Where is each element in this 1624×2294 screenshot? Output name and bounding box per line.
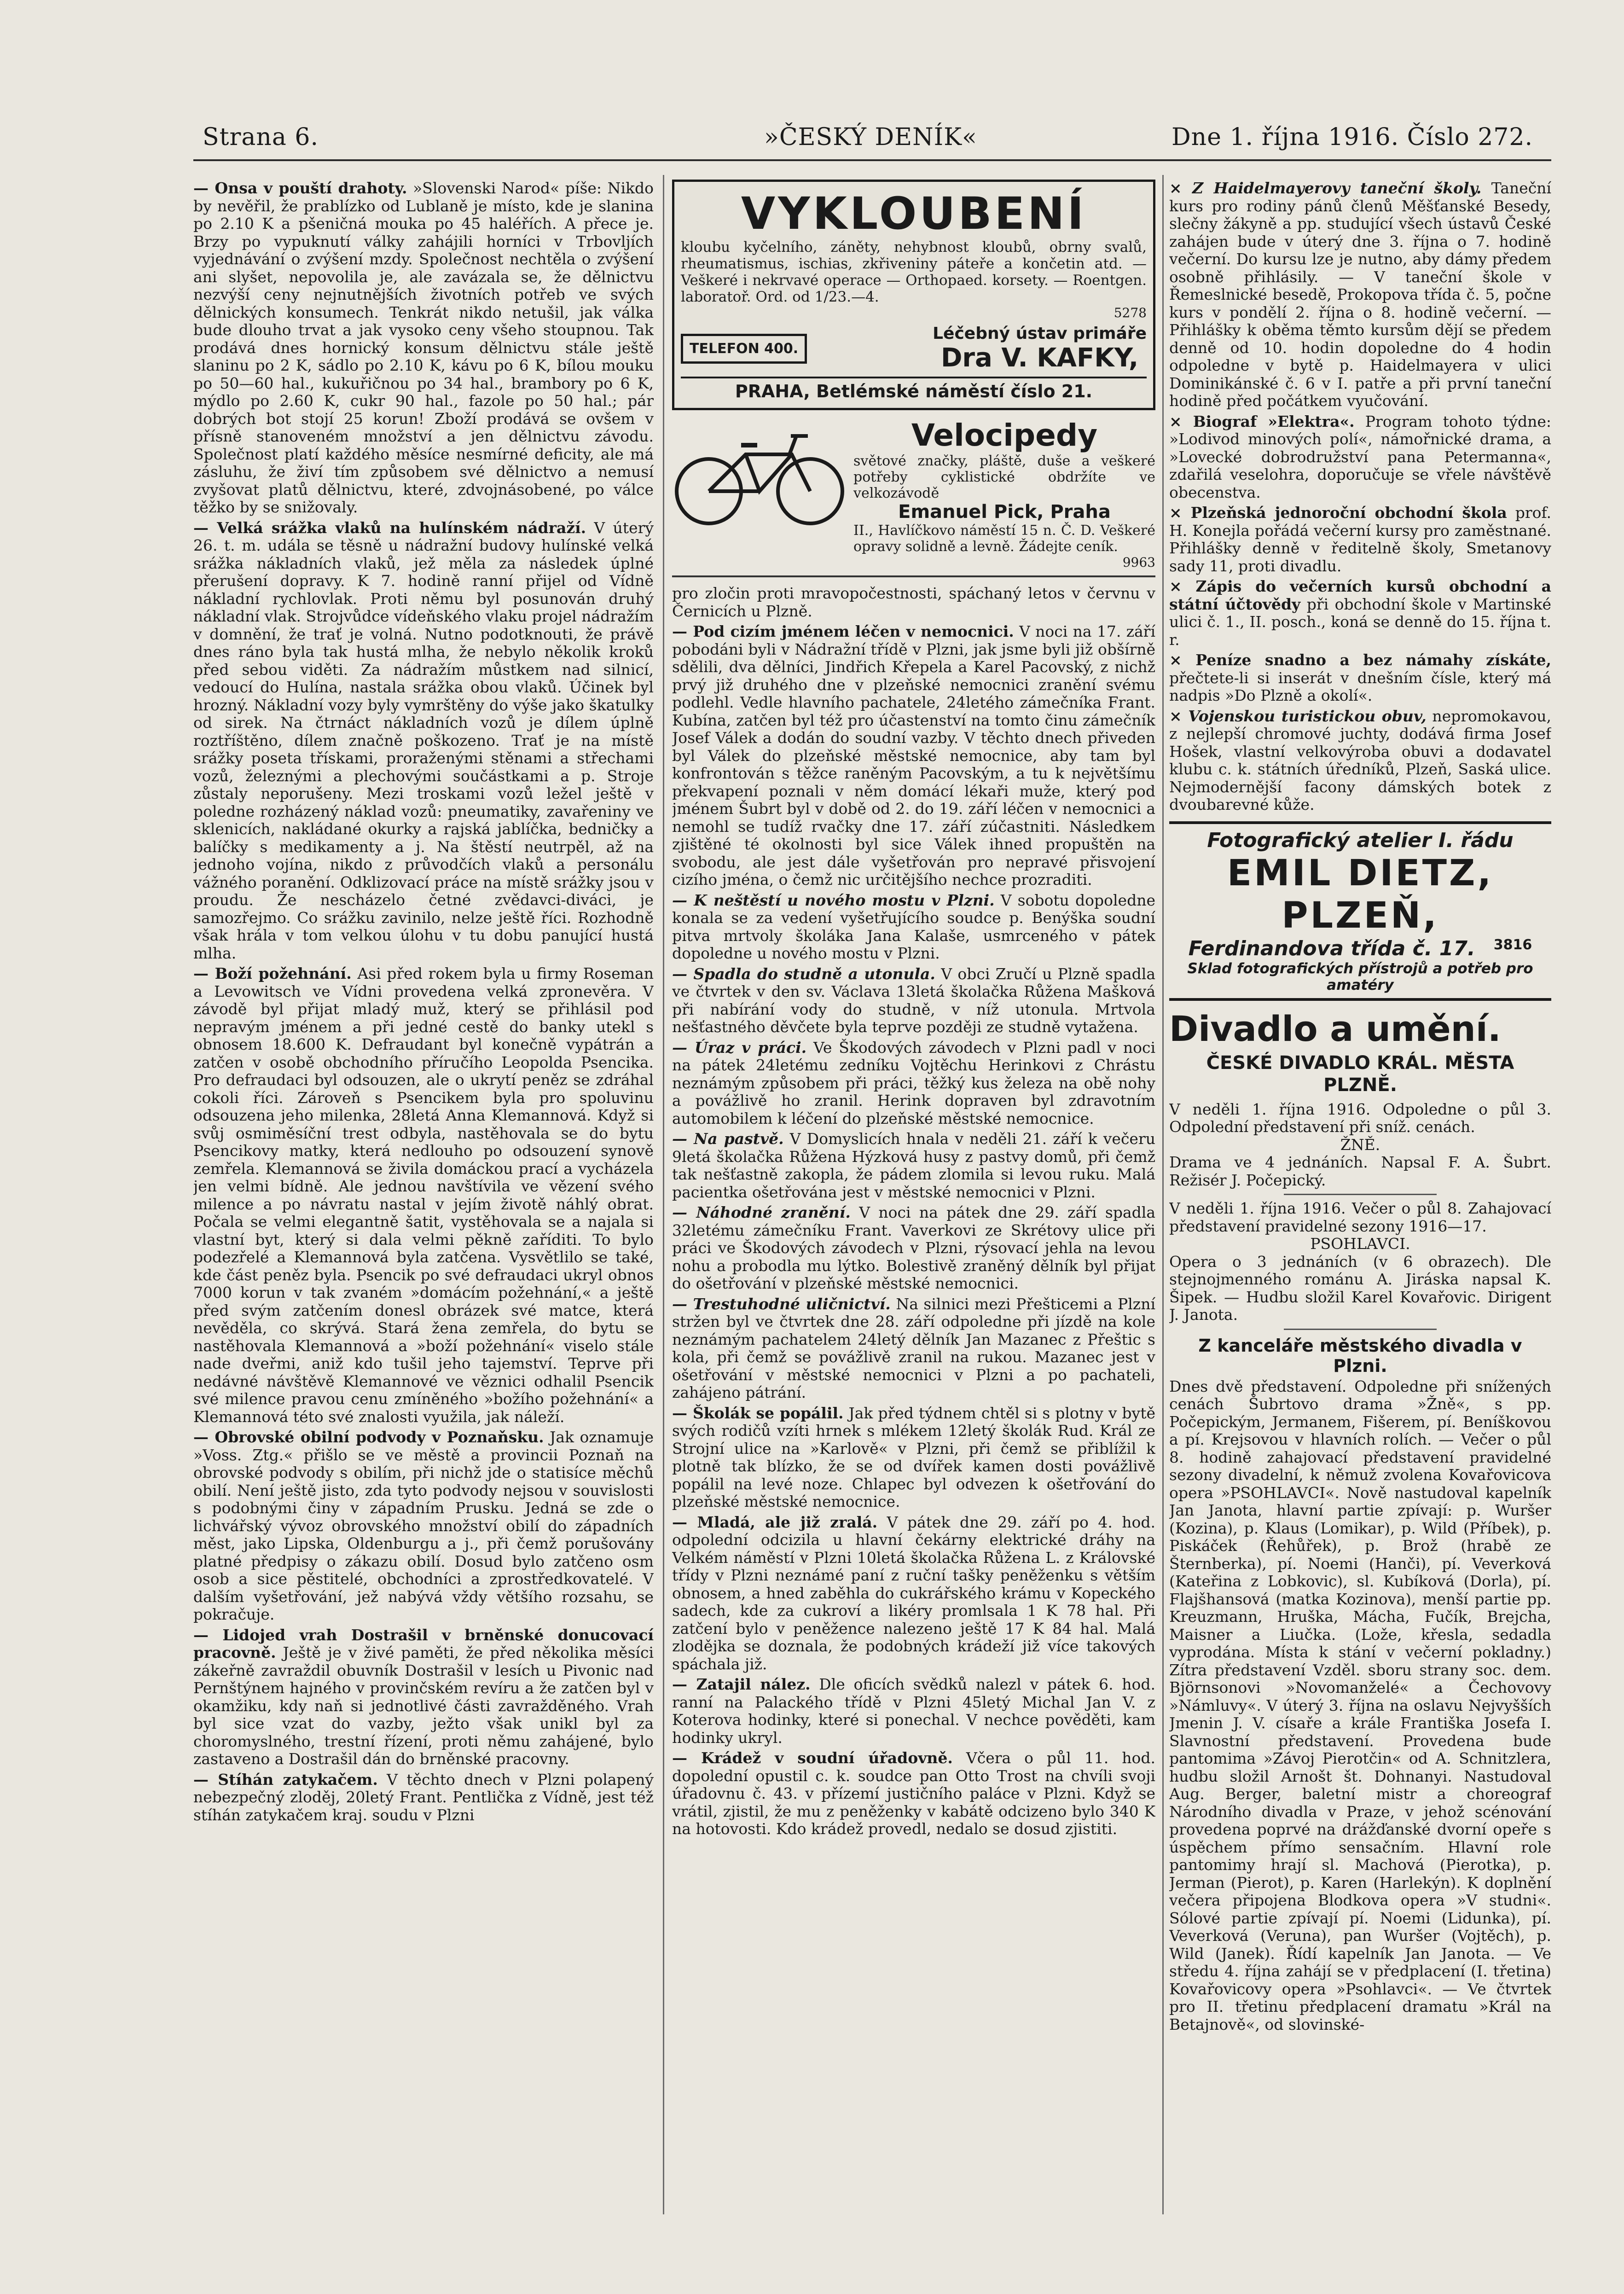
article: — Školák se popálil. Jak před týdnem chtěl si s plotny v bytě svých rodičů vzíti hrnek s mlékem 12letý školák Rud. Král ze Strojní ulice na »Karlově« v Plzni, při čemž se přiblížil k plotně tak blízko, že se od dvířek kamen dosti povážlivě popálil na levé noze. Chlapec byl odvezen k ošetřování do plzeňské městské nemocnice. [672, 1404, 1155, 1510]
bicycle-icon [672, 418, 847, 528]
theatre-name: ČESKÉ DIVADLO KRÁL. MĚSTA PLZNĚ. [1206, 1052, 1514, 1096]
article: — Mladá, ale již zralá. V pátek dne 29. září po 4. hod. odpolední odcizila u hlavní čekárny elektrické dráhy na Velkém náměstí v Plzni 10letá školačka Růžena L. z Královské třídy v Plzni neznámé paní z ruční tašky peněženku s větším obnosem, a hned zaběhla do cukrářského krámu v Kopeckého sadech, kde za cukroví a likéry promlsala 1 K 78 hal. Při zatčení bylo v peněžence nalezeno ještě 17 K 84 hal. Malá zlodějka se doznala, že podobných krádeží již více takových spáchala již. [672, 1513, 1155, 1673]
advertisement-vykloubeni [672, 180, 1155, 410]
article: × Biograf »Elektra«. Program tohoto týdne: »Lodivod minových polí«, námořnické drama, a »Lovecké dobrodružství pana Petermanna«, zdařilá veselohra, doporučuje se vřele návštěvě obecenstva. [1169, 412, 1551, 501]
issue-date: Dne 1. října 1916. Číslo 272. [1171, 123, 1533, 151]
ad-line: Sklad fotografických přístrojů a potřeb pro amatéry [1187, 960, 1533, 993]
article: — Zatajil nález. Dle oficích svědků nalezl v pátek 6. hod. ranní na Palackého třídě v Plzni 45letý Michal Jan V. z Koterova hodinky, které si ponechal. V nechce pověděti, kam hodinky ukryl. [672, 1675, 1155, 1747]
phone-box: TELEFON 400. [681, 334, 807, 364]
ad-body: kloubu kyčelního, záněty, nehybnost kloubů, obrny svalů, rheumatismus, ischias, zkřiveniny páteře a končetin atd. — Veškeré i nekrvavé operace — Orthopaed. korsety. — Roentgen. laboratoř. Ord. od 1/23.—4. [681, 239, 1147, 305]
column-2 [672, 180, 1155, 2214]
ad-number: 9963 [1122, 555, 1155, 570]
article: — Boží požehnání. Asi před rokem byla u firmy Roseman a Levowitsch ve Vídni provedena velká zpronevěra. V závodě byl přijat mladý muž, který se přihlásil pod nepravým jménem a při jedné cestě do banky utekl s obnosem 18.600 K. Defraudant byl konečně vypátrán a zatčen v osobě obchodního příručího Leopolda Psencika. Pro defraudaci byl odsouzen, ale o ukrytí peněz se zdráhal cokoli říci. Zároveň s Psencikem byla pro spoluvinu odsouzena jeho milenka, 28letá Anna Klemannová. Když si svůj osmiměsíční trest odbyla, nastěhovala se do bytu Psencikovy matky, která nedlouho po odsouzení synově zemřela. Klemannová se živila domáckou prací a vycházela jen velmi bídně. Ale jednou navštívila ve vězení svého milence a po návratu nastal v jejím životě náhlý obrat. Počala se velmi elegantně šatit, vystěhovala se a najala si vlastní byt, který si dala velmi pěkně zaříditi. To bylo podezřelé a Klemannová byla zatčena. Vysvětlilo se také, kde část peněz byla. Psencik po své defraudaci ukryl obnos 7000 korun v tak zvaném »domácím požehnání,« a ještě před svým zatčením donesl obrázek své matce, která nevěděla, co skrývá. Stará žena zemřela, do bytu se nastěhovala Klemannová a »boží požehnání« viselo stále nade dveřmi, aniž kdo tušil jeho tajemství. Teprve při nedávné návštěvě Klemannové ve věznici odhalil Psencik své milence pravou cenu zmíněného »božího požehnání« a Klemannová této své znalosti využila, jak náleží. [193, 964, 654, 1426]
article: — Na pastvě. V Domyslicích hnala v neděli 21. září k večeru 9letá školačka Růžena Hýzková husy z pastvy domů, při čemž tak nešťastně zakopla, že pádem zlomila si levou ruku. Malá pacientka ošetřována jest v městské nemocnici v Plzni. [672, 1130, 1155, 1201]
article: × Z Haidelmayerovy taneční školy. Taneční kurs pro rodiny pánů členů Měšťanské Besedy, slečny žákyně a pp. studující všech ústavů České zahájen bude v úterý dne 3. října o 7. hodině večerní. Do kursu lze je nutno, aby dámy předem osobně přihlásily. — V taneční škole v Řemeslnické besedě, Prokopova třída č. 5, počne kurs v pondělí 2. října o 8. hodině večerní. — Přihlášky k oběma těmto kursům dějí se předem denně od 10. hodin dopoledne do 4 hodin odpoledne v bytě p. Haidelmayera v ulici Dominikánské č. 6 v I. patře a při první taneční hodině před počátkem vyučování. [1169, 180, 1551, 410]
newspaper-title: »ČESKÝ DENÍK« [764, 123, 977, 151]
article: × Zápis do večerních kursů obchodní a státní účtovědy při obchodní škole v Martinské ulici č. 1., II. posch., koná se denně do 15. října t. r. [1169, 577, 1551, 649]
masthead [175, 115, 1551, 166]
programme-entry: V neděli 1. října 1916. Večer o půl 8. Zahajovací představení pravidelné sezony 1916—17. PSOHLAVCI. Opera o 3 jednáních (v 6 obrazech). Dle stejnojmenného románu A. Jiráska napsal K. Šipek. — Hudbu složil Karel Kovařovic. Dirigent J. Janota. [1169, 1199, 1551, 1324]
article: — K neštěstí u nového mostu v Plzni. V sobotu dopoledne konala se za vedení vyšetřujícího soudce p. Benýška soudní pitva mrtvoly školáka Jana Kalaše, usmrceného v pátek dopoledne u nového mostu v Plzni. [672, 891, 1155, 962]
article: Dnes dvě představení. Odpoledne při snížených cenách Šubrtovo drama »Žně«, s pp. Počepickým, Jermanem, Fišerem, pí. Beníškovou a pí. Krejsovou v hlavních rolích. — Večer o půl 8. hodině zahajovací představení pravidelné sezony divadelní, k němuž zvolena Kovařovicova opera »PSOHLAVCI«. Nově nastudoval kapelník Jan Janota, hlavní partie zpívají: p. Wuršer (Kozina), p. Klaus (Lomikar), p. Wild (Příbek), p. Piskáček (Řehůřek), p. Brož (hrabě ze Šternberka), pí. Noemi (Hanči), pí. Veverková (Kateřina z Lobkovic), sl. Kubíková (Dorla), pí. Flajšhansová (matka Kozinova), menší partie pp. Kreuzmann, Hruška, Mácha, Fučík, Brejcha, Maisner a Liučka. (Lože, křesla, sedadla vyprodána. Místa k stání v večerní pokladny.) Zítra představení Vzděl. sboru strany soc. dem. Björnsonovi »Novomanželé« a Čechovovy »Námluvy«. V úterý 3. října na oslavu Nejvyšších Jmenin J. V. císaře a krále Františka Josefa I. Slavnostní představení. Provedena bude pantomima »Závoj Pierotčin« od A. Schnitzlera, hudbu složil Arnošt št. Dohnanyi. Nastudoval Aug. Berger, baletní mistr a choreograf Národního divadla v Praze, v jehož scénování provedena poprvé na drážďanské dvorní opeře s úspěchem přímo sensačním. Hlavní role pantomimy hrají sl. Machová (Pierotka), p. Jerman (Pierot), p. Karen (Harlekýn). K doplnění večera připojena Blodkova opera »V studni«. Sólové partie zpívají pí. Noemi (Lidunka), pí. Veverková (Veruna), pan Wuršer (Vojtěch), p. Wild (Janek). Řídí kapelník Jan Janota. — Ve středu 4. října zahájí se v předplacení (I. třetina) Kovařovicovy opera »Psohlavci«. — Ve čtvrtek pro II. třetinu předplacení dramatu »Král na Betajnově«, od slovinské- [1169, 1377, 1551, 2033]
page-label: Strana 6. [203, 123, 319, 151]
ad-firm: Emanuel Pick, Praha [898, 501, 1111, 523]
ad-institute: Léčebný ústav primáře Dra V. KAFKY, [933, 324, 1147, 373]
article: — Pod cizím jménem léčen v nemocnici. V noci na 17. září pobodáni byli v Nádražní třídě v Plzni, jak jsme byli již obšírně sdělili, dva dělníci, Jindřich Křepela a Karel Pacovský, z nichž prvý již druhého dne v plzeňské nemocnici zranění svému podlehl. Vedle hlavního pachatele, 24letého zámečníka Frant. Kubína, zatčen byl též pro účastenství na tomto činu zámečník Josef Válek a dodán do soudní vazby. V těchto dnech přiveden byl Válek do plzeňské městské nemocnice, aby tam byl konfrontován s těžce raněným Pacovským, a tu k největšímu překvapení poznali v něm domácí lékaři muže, který pod jménem Šubrt byl v době od 2. do 19. září léčen v nemocnici a nemohl se tudíž rvačky dne 17. září zúčastniti. Následkem zjištěné té okolnosti byl sice Válek ihned propuštěn na svobodu, ale jest dále vyšetřován pro nepravé přisvojení cizího jména, o čemž nic určitějšího nechce prozraditi. [672, 622, 1155, 889]
divider [1284, 1329, 1437, 1330]
article: — Velká srážka vlaků na hulínském nádraží. V úterý 26. t. m. udála se těsně u nádražní budovy hulínské velká srážka nákladních vlaků, jež měla za následek úplné přerušení dopravy. K 7. hodině ranní přijel od Vídně nákladní rychlovlak. Proti němu byl posunován druhý nákladní vlak. Strojvůdce vídeňského vlaku projel nádražím v domnění, že trať je volná. Nutno podotknouti, že právě dnes ráno byla tak hustá mlha, že nebylo několik kroků před sebou viděti. Za nádražím můstkem nad silnicí, vedoucí do Hulína, nastala srážka obou vlaků. Účinek byl hrozný. Nákladní vozy byly vymrštěny do výše jako škatulky od sirek. Na čtrnáct nákladních vozů je dílem úplně roztříštěno, dílem značně poškozeno. Trať je na místě srážky poseta třískami, proraženými stěnami a střechami vozů, železnými a plechovými součástkami a p. Stroje zůstaly neporušeny. Mezi troskami vozů ležel ještě v poledne rozházený náklad vozů: pneumatiky, zavařeniny ve sklenicích, nakládané okurky a rajská jablíčka, bedničky a balíčky s medikamenty a j. Na štěstí neutrpěl, až na jednoho vojína, nikdo z průvodčích vlaků a personálu vážného poranění. Odklizovací práce na místě srážky jsou v proudu. Že nescházelo četné zvědavci-diváci, je samozřejmo. Co srážku zavinilo, nelze ještě říci. Rozhodně však hrála v tom velkou úlohu v tu dobu panující hustá mlha. [193, 518, 654, 962]
programme-entry: V neděli 1. října 1916. Odpoledne o půl 3. Odpolední představení při sníž. cenách. ŽNĚ. Drama ve 4 jednáních. Napsal F. A. Šubrt. Režisér J. Počepický. [1169, 1100, 1551, 1189]
article: pro zločin proti mravopočestnosti, spáchaný letos v červnu v Černicích u Plzně. [672, 584, 1155, 620]
column-rule [663, 175, 664, 2214]
ad-headline: Velocipedy [911, 418, 1098, 453]
column-1 [193, 180, 654, 2214]
ad-body: světové značky, pláště, duše a veškeré potřeby cyklistické obdržíte ve velkozávodě [853, 453, 1155, 501]
ad-line: Fotografický atelier I. řádu [1207, 828, 1514, 852]
article: × Vojenskou turistickou obuv, nepromokavou, z nejlepší chromové juchty, dodává firma Josef Hošek, vlastní velkovýroba obuvi a dodavatel klubu c. k. státních úředníků, Plzeň, Saská ulice. Nejmodernější facony dámských botek z dvoubarevné kůže. [1169, 707, 1551, 813]
column-rule [1162, 175, 1164, 2214]
article: — Trestuhodné uličnictví. Na silnici mezi Přešticemi a Plzní stržen byl ve čtvrtek dne 28. září odpoledne při jízdě na kole neznámým pachatelem 24letý dělník Jan Mazanec z Přeštic s kola, při čemž se povážlivě zranil na rukou. Mazanec jest v ošetřování v městské nemocnici v Plzni a po pachateli, zahájeno pátrání. [672, 1295, 1155, 1401]
column-3 [1169, 180, 1551, 2214]
ad-address-row: Ferdinandova třída č. 17. 3816 [1188, 936, 1532, 960]
article: — Krádež v soudní úřadovně. Včera o půl 11. hod. dopolední opustil c. k. soudce pan Otto Trost na chvíli svoji úřadovnu č. 43. v přízemí justičního paláce v Plzni. Když se vrátil, zjistil, že mu z peněženky v kabátě odcizeno bylo 340 K na hotovosti. Kdo krádež provedl, nedalo se dosud zjistiti. [672, 1749, 1155, 1838]
subsection-title: Z kanceláře městského divadla v Plzni. [1198, 1335, 1522, 1376]
divider [1284, 1194, 1437, 1195]
advertisement-velocipedy [672, 418, 1155, 577]
ad-address: PRAHA, Betlémské náměstí číslo 21. [681, 377, 1147, 401]
article: — Náhodné zranění. V noci na pátek dne 29. září spadla 32letému zámečníku Frant. Vaverkovi ze Skrétovy ulice při práci ve Škodových závodech v Plzni, rýsovací jehla na levou nohu a probodla mu lýtko. Bolestivě zraněný dělník byl přijat do ošetřování v plzeňské městské nemocnici. [672, 1203, 1155, 1292]
article: × Peníze snadno a bez námahy získáte, přečtete-li si inserát v dnešním čísle, který má nadpis »Do Plzně a okolí«. [1169, 651, 1551, 704]
article: — Spadla do studně a utonula. V obci Zručí u Plzně spadla ve čtvrtek v den sv. Václava 13letá školačka Růžena Mašková při nabírání vody do studně, v níž utonula. Mrtvola nešťastného děvčete byla teprve později ze studně vytažena. [672, 964, 1155, 1036]
article: — Obrovské obilní podvody v Poznaňsku. Jak oznamuje »Voss. Ztg.« přišlo se ve městě a provincii Poznaň na obrovské podvody s obilím, při nichž jde o statisíce měchů obilí. Není ještě jisto, zda tyto podvody nejsou v souvislosti s podobnými činy v západním Prusku. Jedná se zde o lichvářský vývoz obrovského množství obilí do západních měst, jako Lipska, Oldenburgu a j., při čemž porušovány platné předpisy o zákazu obilí. Dosud bylo zatčeno osm osob a sice pěstitelé, obchodníci a zprostředkovatelé. V dalším vyšetřování, jež nabývá vždy většího rozsahu, se pokračuje. [193, 1428, 654, 1623]
article: — Stíhán zatykačem. V těchto dnech v Plzni polapený nebezpečný zloděj, 20letý Frant. Pentlička z Vídně, jest též stíhán zatykačem kraj. soudu v Plzni [193, 1770, 654, 1824]
article: × Plzeňská jednoroční obchodní škola prof. H. Konejla pořádá večerní kursy pro zaměstnané. Přihlášky denně v ředitelně školy, Smetanovy sady 11, proti divadlu. [1169, 504, 1551, 575]
newspaper-page [175, 115, 1551, 2214]
ad-headline: VYKLOUBENÍ [741, 188, 1087, 239]
ad-number: 5278 [1114, 305, 1147, 320]
article: — Lidojed vrah Dostrašil v brněnské donucovací pracovně. Ještě je v živé paměti, že před několika měsíci zákeřně zavraždil obuvník Dostrašil v lesích u Pivonic nad Pernštýnem hajného v provinčském revíru a že zatčen byl v okamžiku, kdy naň si jednotlivé části zavražděného. Vrah byl sice vzat do vazby, ježto však unikl byl za choromyslného, trestní řízení, proti němu zahájené, bylo zastaveno a Dostrašil dán do brněnské pracovny. [193, 1626, 654, 1768]
advertisement-foto [1169, 821, 1551, 1001]
masthead-rule [193, 159, 1551, 161]
ad-headline: EMIL DIETZ, PLZEŇ, [1227, 852, 1494, 936]
section-title: Divadlo a umění. [1169, 1008, 1501, 1049]
article: — Úraz v práci. Ve Škodových závodech v Plzni padl v noci na pátek 24letému zedníku Vojtěchu Herinkovi z Chrástu neznámým způsobem při práci, těžký kus železa na obě nohy a povážlivě ho zranil. Herink dopraven byl zdravotním automobilem k léčení do plzeňské městské nemocnice. [672, 1038, 1155, 1127]
ad-address: II., Havlíčkovo náměstí 15 n. Č. D. Veškeré opravy solidně a levně. Žádejte ceník. [853, 523, 1155, 555]
article: — Onsa v pouští drahoty. »Slovenski Narod« píše: Nikdo by nevěřil, že prablízko od Lublaně je místo, kde je slanina po 2.10 K a pšeničná mouka po 45 haléřích. A přece je. Brzy po vypuknutí války zahájili horníci v Trbovljích vyjednávání o zvýšení mzdy. Společnost nechtěla o zvýšení ani slyšet, nepovolila je, ale zavázala se, že dělnictvu nezvýší ceny nejnutnějších životních potřeb ve svých dělnických konsumech. Tenkrát nikdo netušil, jak válka bude dlouho trvat a jak vysoko ceny všeho stoupnou. Tak prodává dnes hornický konsum dělnictvu stále ještě slaninu po 2 K, sádlo po 2.10 K, kávu po 6 K, bílou mouku po 50—60 hal., kukuřičnou po 34 hal., brambory po 6 K, mýdlo po 2.60 K, cukr 90 hal., fazole po 50 hal.; pár dobrých bot stojí 25 korun! Zboží prodává se ovšem v přísně stanoveném množství a jen dělnictvu závodu. Společnost platí každého měsíce nesmírné deficity, ale má zásluhu, že živí tím způsobem své dělnictvo a nemusí zvyšovat platů dělnictvu, které, zdvojnásobené, po válce těžko by se snižovaly. [193, 180, 654, 516]
